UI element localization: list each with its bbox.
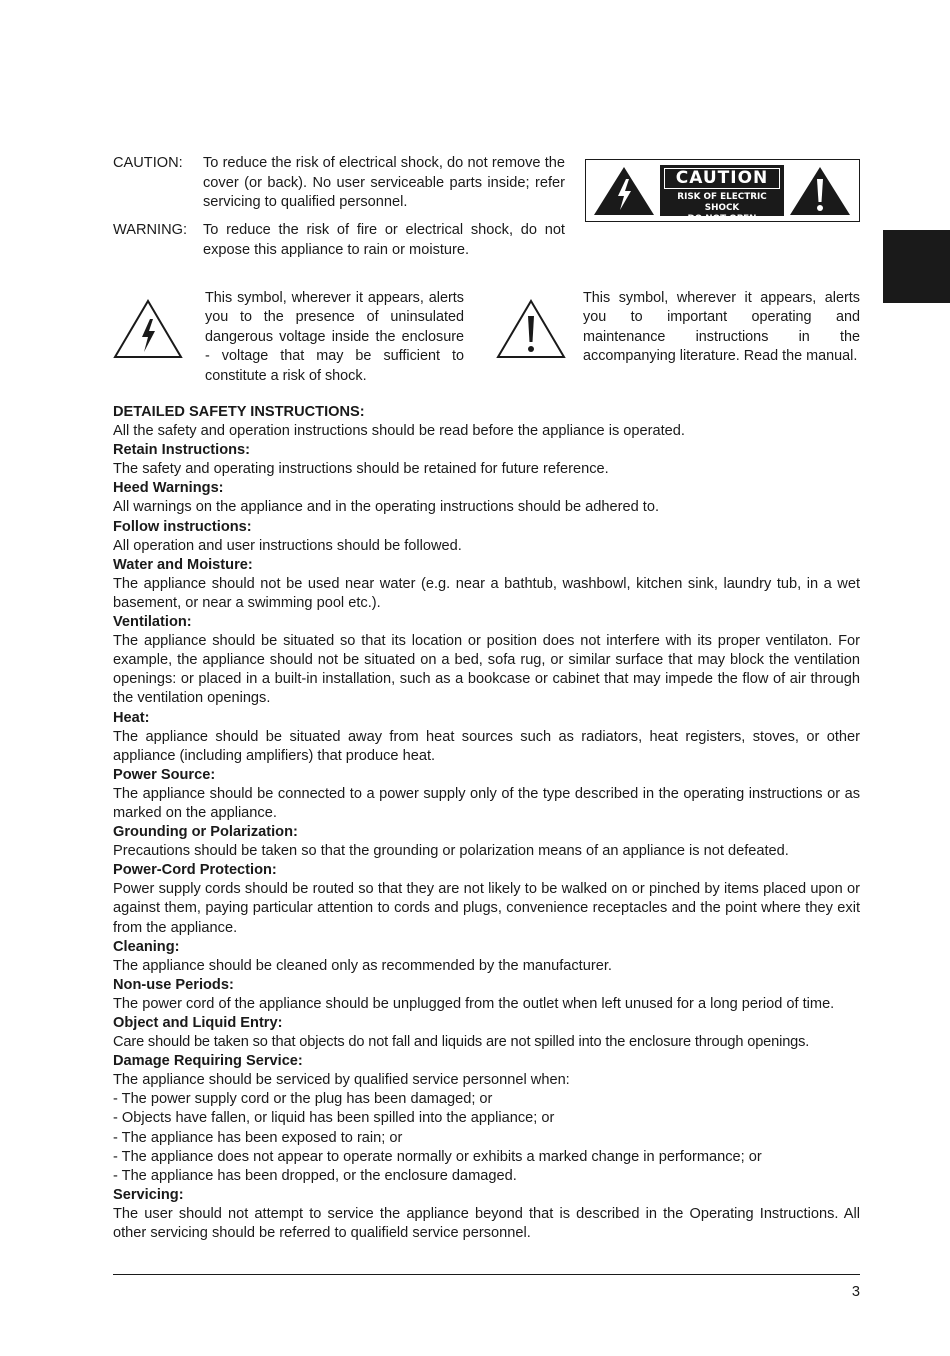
section (113, 556, 860, 613)
warning-notice (113, 221, 568, 263)
section-body: The user should not attempt to service the appliance beyond that is described in the Operating Instructions. All other servicing should be referred to qualifield service personnel. (113, 1205, 860, 1242)
section-heading: Water and Moisture: (113, 556, 253, 573)
section-body: The safety and operating instructions should be retained for future reference. (113, 461, 609, 478)
caution-label-text: CAUTION: (113, 155, 183, 171)
section-body: The appliance should be serviced by qualified service personnel when: (113, 1072, 570, 1089)
section-heading: Heed Warnings: (113, 480, 224, 497)
section-heading: Power-Cord Protection: (113, 862, 277, 879)
section-heading: Heat: (113, 709, 150, 726)
section-body: All warnings on the appliance and in the operating instructions should be adhered to. (113, 499, 660, 516)
section (113, 403, 860, 441)
section-body: All operation and user instructions should be followed. (113, 537, 462, 554)
warning-label-text: WARNING: (113, 222, 188, 238)
section-heading: Follow instructions: (113, 518, 252, 535)
section-body: The appliance should be situated away from heat sources such as radiators, heat registers, stoves, or other appliance (including amplifiers) that produce heat. (113, 728, 860, 764)
section (113, 709, 860, 766)
section (113, 613, 860, 708)
section (113, 766, 860, 823)
list-item: - Objects have fallen, or liquid has been spilled into the appliance; or (113, 1110, 555, 1127)
section (113, 441, 860, 479)
exclamation-warning-icon (788, 165, 852, 217)
section (113, 823, 860, 861)
section-body: The appliance should be connected to a power supply only of the type described in the operating instructions or as marked on the appliance. (113, 785, 860, 821)
section-heading: Cleaning: (113, 938, 180, 955)
section-heading: Ventilation: (113, 614, 192, 631)
caution-text: To reduce the risk of electrical shock, do not remove the cover (or back). No user serviceable parts inside; refer servicing to qualified personnel. (203, 155, 565, 211)
section-heading: Non-use Periods: (113, 976, 234, 993)
section (113, 1052, 860, 1186)
caution-sticker (585, 159, 860, 222)
caution-sticker-title: CAUTION (664, 168, 780, 189)
lightning-warning-icon (592, 165, 656, 217)
section-body: The appliance should not be used near water (e.g. near a bathtub, washbowl, kitchen sink, laundry tub, in a wet basement, or near a swimming pool etc.). (113, 575, 860, 611)
section (113, 1014, 860, 1052)
caution-sticker-line2: DO NOT OPEN (687, 214, 757, 224)
list-item: - The appliance has been exposed to rain; or (113, 1129, 403, 1146)
section-body: Power supply cords should be routed so that they are not likely to be walked on or pinched by items placed upon or against them, paying particular attention to cords and plugs, convenience receptacles and the point where they exit from the appliance. (113, 881, 860, 936)
section-tab-marker (883, 230, 950, 303)
detailed-safety-instructions (113, 403, 860, 1243)
section-heading: DETAILED SAFETY INSTRUCTIONS: (113, 404, 365, 420)
section-body: The appliance should be cleaned only as recommended by the manufacturer. (113, 957, 612, 974)
section-heading: Grounding or Polarization: (113, 824, 298, 841)
section (113, 861, 860, 937)
section-body: Precautions should be taken so that the grounding or polarization means of an appliance is not defeated. (113, 843, 789, 860)
section (113, 518, 860, 556)
caution-sticker-line1: RISK OF ELECTRIC SHOCK (677, 192, 767, 213)
section (113, 479, 860, 517)
section-heading: Servicing: (113, 1186, 184, 1203)
section-heading: Power Source: (113, 766, 216, 783)
page-number: 3 (851, 1284, 860, 1300)
footer-divider (113, 1274, 860, 1275)
lightning-warning-icon (113, 298, 183, 360)
caution-notice (113, 154, 568, 214)
warning-text: To reduce the risk of fire or electrical shock, do not expose this appliance to rain or moisture. (203, 222, 565, 258)
section-heading: Object and Liquid Entry: (113, 1015, 283, 1031)
instructions-symbol-text: This symbol, wherever it appears, alerts you to important operating and maintenance instructions in the accompanying literature. Read the manual. (583, 290, 860, 365)
section-heading: Damage Requiring Service: (113, 1053, 303, 1070)
list-item: - The power supply cord or the plug has been damaged; or (113, 1091, 493, 1108)
section-body: The power cord of the appliance should be unplugged from the outlet when left unused for a long period of time. (113, 995, 835, 1012)
exclamation-warning-icon (496, 298, 566, 360)
section (113, 976, 860, 1014)
list-item: - The appliance has been dropped, or the enclosure damaged. (113, 1167, 517, 1184)
list-item: - The appliance does not appear to operate normally or exhibits a marked change in performance; or (113, 1148, 762, 1165)
section-body: The appliance should be situated so that its location or position does not interfere with its proper ventilaton. For example, the appliance should not be situated on a bed, sofa rug, or similar surface that may block the ventilation openings: or placed in a built-in installation, such as a bookcase or cabinet that may impede the flow of air through the ventilation openings. (113, 633, 860, 707)
section (113, 1186, 860, 1243)
section-body: Care should be taken so that objects do not fall and liquids are not spilled into the enclosure through openings. (113, 1034, 810, 1051)
section-body: All the safety and operation instructions should be read before the appliance is operated. (113, 423, 685, 440)
caution-sticker-box (660, 165, 784, 224)
section-heading: Retain Instructions: (113, 442, 251, 459)
section (113, 938, 860, 976)
voltage-symbol-text: This symbol, wherever it appears, alerts you to the presence of uninsulated dangerous voltage inside the enclosure - voltage that may be sufficient to constitute a risk of shock. (205, 290, 464, 384)
